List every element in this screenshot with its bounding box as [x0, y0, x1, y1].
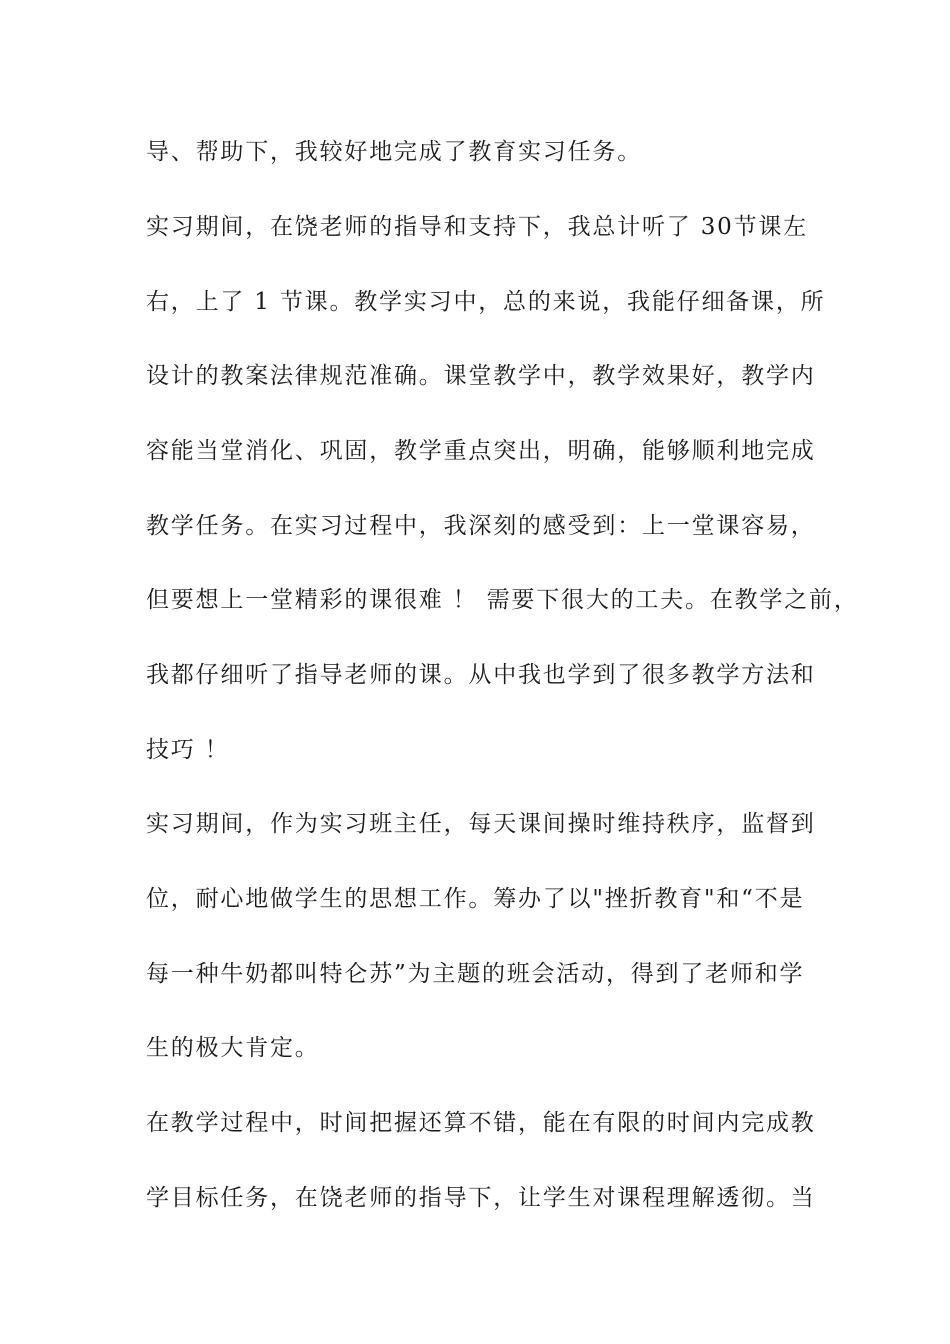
text-line: 教学任务。在实习过程中，我深刻的感受到：上一堂课容易，	[146, 513, 816, 539]
text-line: 右，上了 1 节课。教学实习中，总的来说，我能仔细备课，所	[146, 289, 826, 315]
text-line: 我都仔细听了指导老师的课。从中我也学到了很多教学方法和	[146, 662, 816, 688]
text-line: 实习期间，在饶老师的指导和支持下，我总计听了 30节课左	[146, 214, 808, 240]
text-line: 位，耐心地做学生的思想工作。筹办了以"挫折教育"和“不是	[146, 886, 805, 912]
text-line: 技巧 ！	[146, 737, 230, 763]
text-line: 每一种牛奶都叫特仑苏”为主题的班会活动，得到了老师和学	[146, 961, 805, 987]
text-line: 生的极大肯定。	[146, 1035, 320, 1061]
text-line: 实习期间，作为实习班主任，每天课间操时维持秩序，监督到	[146, 811, 816, 837]
text-line: 学目标任务，在饶老师的指导下，让学生对课程理解透彻。当	[146, 1185, 816, 1211]
text-line: 容能当堂消化、巩固，教学重点突出，明确，能够顺利地完成	[146, 438, 816, 464]
text-line: 在教学过程中，时间把握还算不错，能在有限的时间内完成教	[146, 1110, 816, 1136]
text-line: 导、帮助下，我较好地完成了教育实习任务。	[146, 139, 642, 165]
text-line: 设计的教案法律规范准确。课堂教学中，教学效果好，教学内	[146, 363, 816, 389]
text-line: 但要想上一堂精彩的课很难 ！ 需要下很大的工夫。在教学之前，	[146, 587, 859, 613]
